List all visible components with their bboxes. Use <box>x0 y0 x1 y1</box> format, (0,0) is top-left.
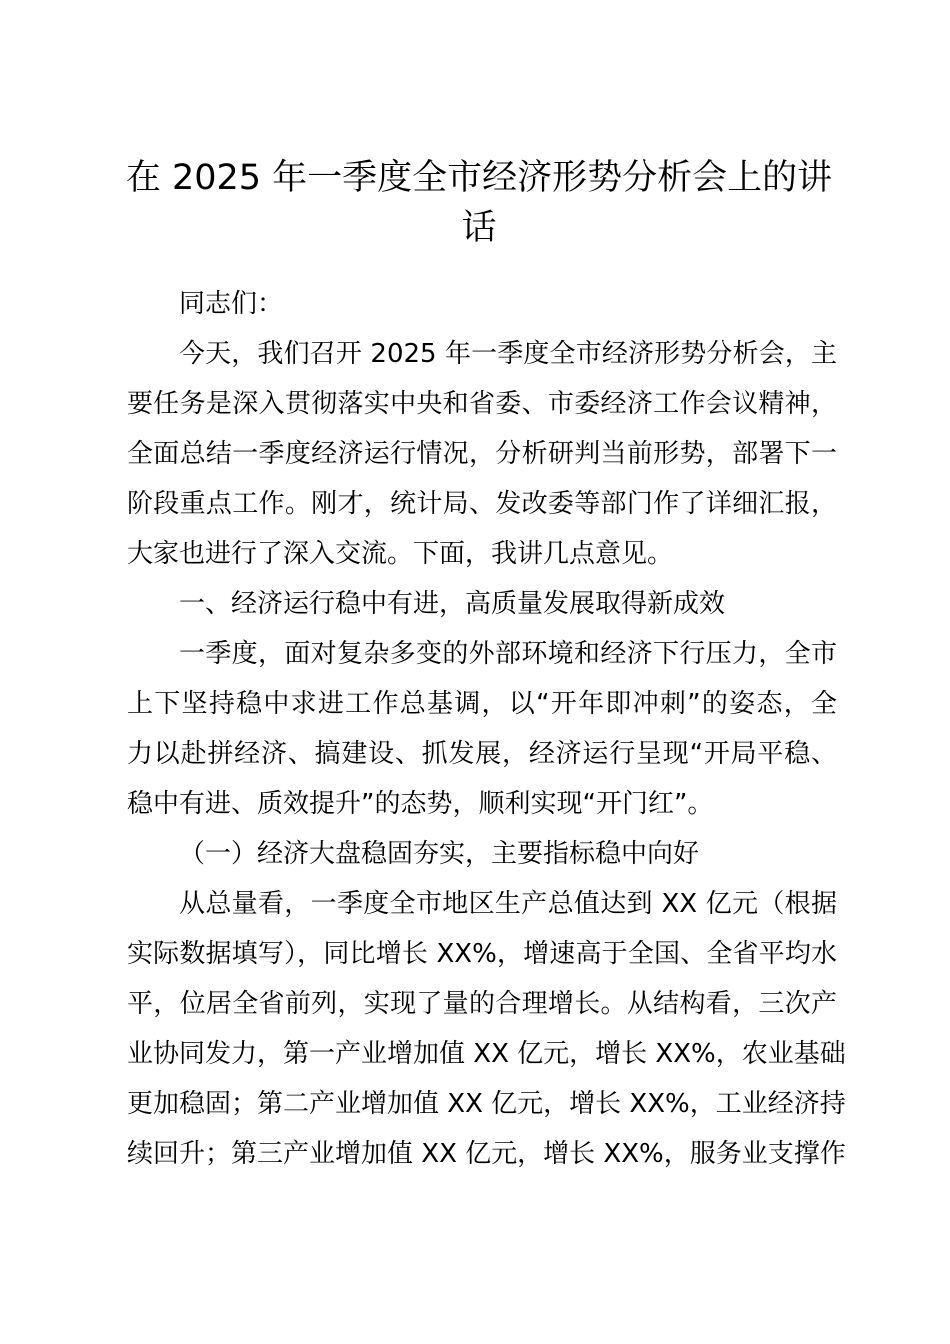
paragraph-line: 业协同发力，第一产业增加值 XX 亿元，增长 XX%，农业基础 <box>127 1039 846 1069</box>
paragraph-line: 上下坚持稳中求进工作总基调，以“开年即冲刺”的姿态，全 <box>127 689 837 719</box>
paragraph-line: 阶段重点工作。刚才，统计局、发改委等部门作了详细汇报， <box>127 489 837 519</box>
paragraph-line: 一季度，面对复杂多变的外部环境和经济下行压力，全市 <box>179 639 837 669</box>
paragraph-line: 全面总结一季度经济运行情况，分析研判当前形势，部署下一 <box>127 439 837 469</box>
salutation: 同志们： <box>179 289 284 319</box>
paragraph-line: 今天，我们召开 2025 年一季度全市经济形势分析会，主 <box>179 339 837 369</box>
paragraph-line: 力以赴拼经济、搞建设、抓发展，经济运行呈现“开局平稳、 <box>127 739 837 769</box>
title-line-1: 在 2025 年一季度全市经济形势分析会上的讲 <box>125 158 833 198</box>
paragraph-line: 更加稳固；第二产业增加值 XX 亿元，增长 XX%，工业经济持 <box>127 1089 846 1119</box>
paragraph-line: 实际数据填写），同比增长 XX%，增速高于全国、全省平均水 <box>127 939 837 969</box>
paragraph-line: 大家也进行了深入交流。下面，我讲几点意见。 <box>127 539 674 569</box>
paragraph-line: 稳中有进、质效提升”的态势，顺利实现“开门红”。 <box>127 789 714 819</box>
title-line-2: 话 <box>461 208 497 248</box>
paragraph-line: 要任务是深入贯彻落实中央和省委、市委经济工作会议精神， <box>127 389 837 419</box>
subsection-heading-1: （一）经济大盘稳固夯实，主要指标稳中向好 <box>179 839 700 869</box>
paragraph-line: 从总量看，一季度全市地区生产总值达到 XX 亿元（根据 <box>179 889 837 919</box>
section-heading-1: 一、经济运行稳中有进，高质量发展取得新成效 <box>179 589 726 619</box>
document-title <box>120 153 838 253</box>
paragraph-line: 平，位居全省前列，实现了量的合理增长。从结构看，三次产 <box>127 989 837 1019</box>
paragraph-line: 续回升；第三产业增加值 XX 亿元，增长 XX%，服务业支撑作 <box>127 1139 846 1169</box>
